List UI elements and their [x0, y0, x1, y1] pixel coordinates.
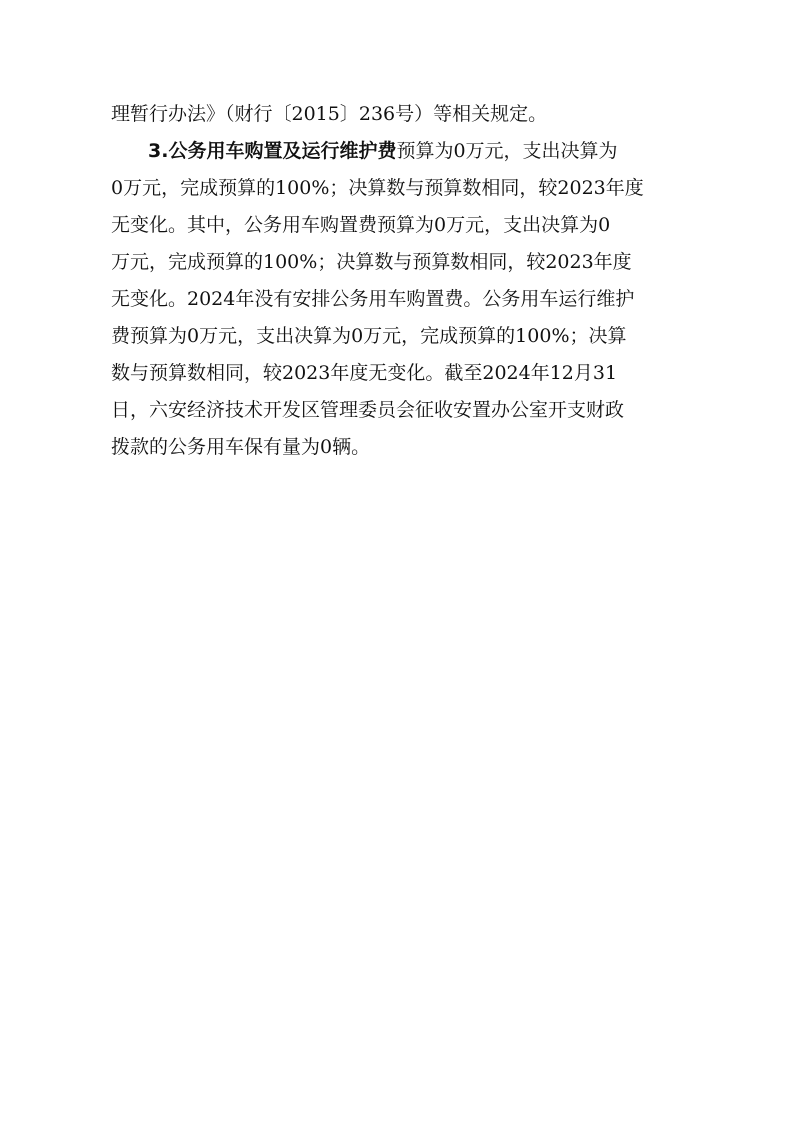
- text-line-1: 理暂行办法》（财行〔2015〕236号）等相关规定。: [111, 103, 548, 125]
- text-line-6: 无变化。2024年没有安排公务用车购置费。公务用车运行维护: [111, 288, 635, 310]
- text-line-2-rest: 预算为0万元，支出决算为: [396, 140, 618, 162]
- text-line-2: [111, 133, 691, 170]
- text-line-10: 拨款的公务用车保有量为0辆。: [111, 436, 371, 458]
- text-line-3: 0万元，完成预算的100%；决算数与预算数相同，较2023年度: [111, 177, 644, 199]
- text-line-8: 数与预算数相同，较2023年度无变化。截至2024年12月31: [111, 362, 618, 384]
- section-heading: 3.公务用车购置及运行维护费: [148, 140, 397, 162]
- body-text: [111, 96, 691, 466]
- text-line-4: 无变化。其中，公务用车购置费预算为0万元，支出决算为0: [111, 214, 611, 236]
- text-line-9: 日，六安经济技术开发区管理委员会征收安置办公室开支财政: [111, 399, 625, 421]
- text-line-5: 万元，完成预算的100%；决算数与预算数相同，较2023年度: [111, 251, 632, 273]
- text-line-7: 费预算为0万元，支出决算为0万元，完成预算的100%；决算: [111, 325, 627, 347]
